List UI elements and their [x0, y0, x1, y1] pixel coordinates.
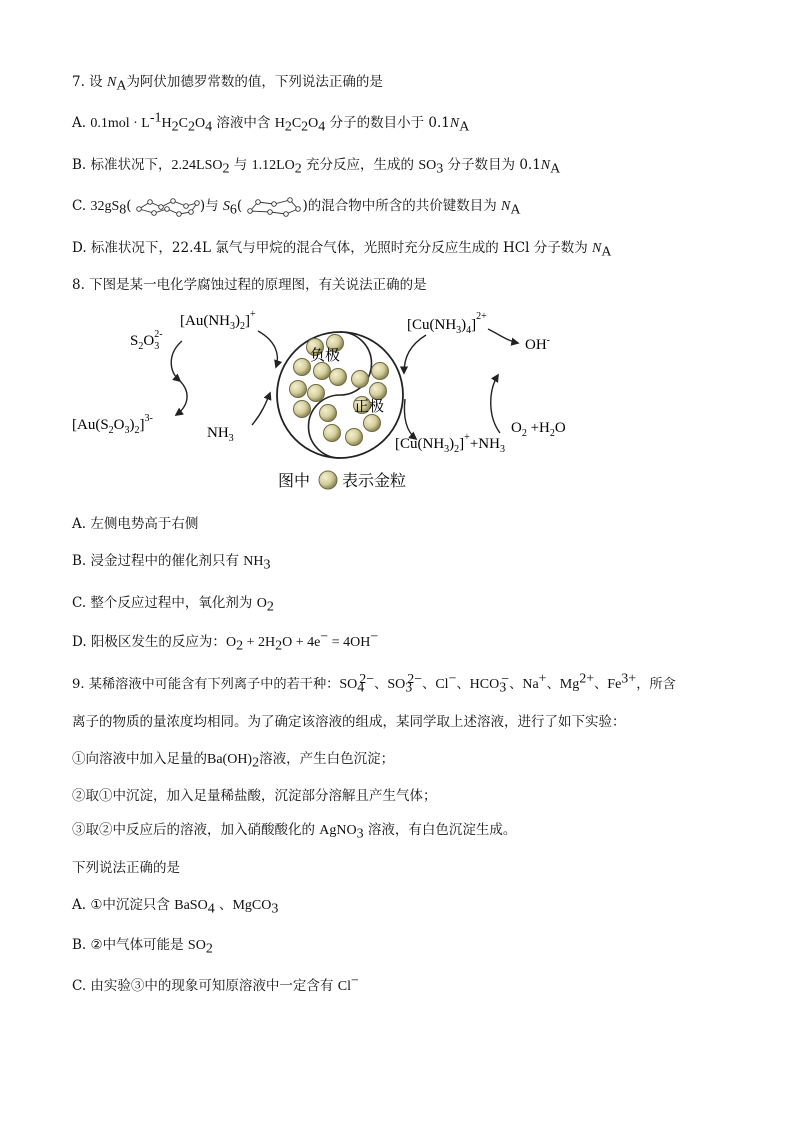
- arrow-s2o3-down: [171, 341, 182, 381]
- q9-stem-line1: 9. 某稀溶液中可能含有下列离子中的若干种：$SO_4^{2-}$、$SO_3^{2-}$、Cl−、$HCO_3^-$、Na+、$Mg^{2+}$、$Fe^{3+}$，所含: [72, 671, 676, 696]
- species-au-s2o3-2: $[Au(S_2O_3)_2]^{3-}$: [72, 413, 153, 436]
- q9-step-1: ①向溶液中加入足量的$Ba(OH)_2$溶液，产生白色沉淀；: [72, 751, 395, 771]
- q7-stem: 7. 设 $N_A$为阿伏加德罗常数的值，下列说法正确的是: [72, 74, 383, 94]
- species-cu-nh3-2-plus-nh3: $[Cu(NH_3)_2]^++NH_3$: [395, 432, 505, 455]
- electrochemical-corrosion-diagram: [70, 305, 630, 500]
- q9-step-2: ②取①中沉淀，加入足量稀盐酸，沉淀部分溶解且产生气体；: [72, 788, 437, 804]
- species-oh: OH-: [525, 335, 551, 353]
- gold-particle: [294, 401, 311, 418]
- diagram-caption-end: 表示金粒: [342, 473, 407, 490]
- s8-ring-structure-icon: [136, 197, 200, 217]
- q9-prompt: 下列说法正确的是: [72, 860, 180, 876]
- q7-option-a: A. $0.1mol \cdot L^{-1}H_2C_2O_4$ 溶液中含 $H_2C_2O_4$ 分子的数目小于 $0.1N_A$: [72, 110, 470, 135]
- gold-particle-legend-icon: [319, 471, 337, 489]
- q9-option-b: B. ②中气体可能是 $SO_2$: [72, 937, 213, 957]
- negative-electrode-label: 负极: [310, 348, 341, 364]
- q9-step-3: ③取②中反应后的溶液，加入硝酸酸化的 AgNO$_3$ 溶液，有白色沉淀生成。: [72, 822, 517, 842]
- arrow-to-cu-nh3-2: [404, 399, 416, 439]
- gold-particle: [330, 369, 347, 386]
- species-au-nh3-2: $[Au(NH_3)_2]^+$: [180, 309, 256, 332]
- q9-option-a: A. ①中沉淀只含 BaSO$_4$ 、MgCO$_3$: [72, 897, 279, 917]
- gold-particle: [314, 363, 331, 380]
- q8-stem: 8. 下图是某一电化学腐蚀过程的原理图，有关说法正确的是: [72, 277, 427, 293]
- q8-option-d: D. 阳极区发生的反应为：$O_2 + 2H_2O + 4e^- = 4OH^-$: [72, 629, 379, 654]
- positive-electrode-label: 正极: [354, 399, 385, 415]
- gold-particle: [294, 359, 311, 376]
- arrow-right-up: [491, 375, 500, 433]
- gold-particle: [364, 415, 381, 432]
- arrow-to-oh: [488, 329, 518, 343]
- species-cu-nh3-4: $[Cu(NH_3)_4]^{2+}$: [407, 311, 487, 336]
- species-nh3-left: $NH_3$: [207, 425, 234, 444]
- q8-option-b: B. 浸金过程中的催化剂只有 $NH_3$: [72, 553, 271, 573]
- gold-particle: [308, 385, 325, 402]
- gold-particle: [290, 381, 307, 398]
- gold-particle: [352, 371, 369, 388]
- gold-particle: [370, 383, 387, 400]
- q7-option-b: B. 标准状况下，$2.24LSO_2$ 与 $1.12LO_2$ 充分反应，生成的 $SO_3$ 分子数目为 $0.1N_A$: [72, 157, 561, 177]
- q8-option-a: A. 左侧电势高于右侧: [72, 516, 199, 532]
- gold-particle: [346, 429, 363, 446]
- arrow-nh3-up: [252, 393, 270, 425]
- gold-particle: [320, 405, 337, 422]
- species-o2-h2o: $O_2 +H_2O$: [511, 420, 566, 439]
- q7-option-d: D. 标准状况下，22.4L 氯气与甲烷的混合气体，光照时充分反应生成的 HCl 分子数为 $N_A$: [72, 240, 612, 260]
- q7-option-c: C. $32gS_8$( )与 $S_6$( )的混合物中所含的共价键数目为 $N_A$: [72, 198, 521, 218]
- diagram-caption-start: 图中: [278, 473, 311, 490]
- arrow-cu-nh3-4-down: [404, 335, 426, 373]
- gold-particle: [324, 425, 341, 442]
- s6-ring-structure-icon: [246, 197, 302, 217]
- species-s2o3: $S_2O_32-$: [130, 329, 163, 352]
- q8-option-c: C. 整个反应过程中，氧化剂为 $O_2$: [72, 595, 274, 615]
- gold-particle: [372, 363, 389, 380]
- arrow-au-nh3-down: [258, 331, 277, 367]
- arrow-to-au-s2o3: [176, 381, 187, 415]
- q9-stem-line2: 离子的物质的量浓度均相同。为了确定该溶液的组成，某同学取上述溶液，进行了如下实验：: [72, 714, 626, 730]
- q9-option-c: C. 由实验③中的现象可知原溶液中一定含有 Cl−: [72, 973, 359, 994]
